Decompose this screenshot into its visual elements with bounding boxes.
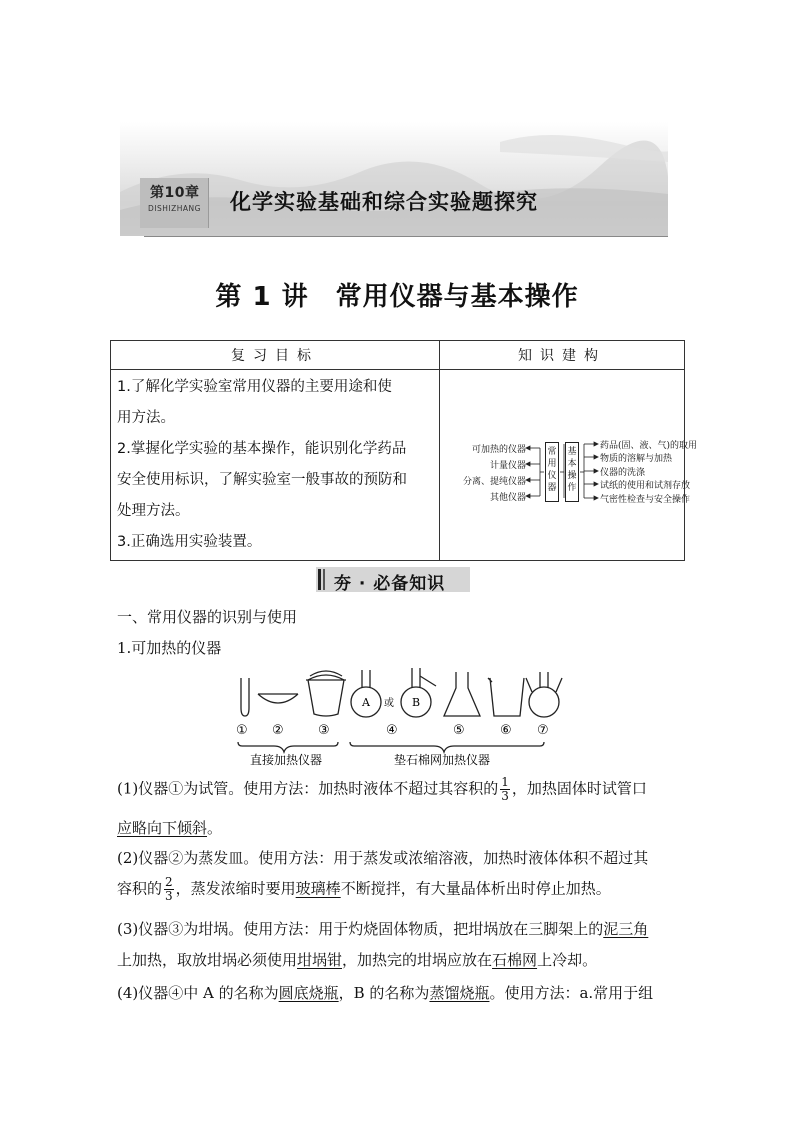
answer-underlined: 蒸馏烧瓶 [429,984,490,1002]
p4-text: (4)仪器④中 A 的名称为 [117,984,279,1002]
knowledge-cell [440,370,698,561]
km-left-item: 计量仪器 [489,461,526,471]
km-right-item: 物质的溶解与加热 [600,454,673,464]
goals-header: 复习目标 [111,341,440,370]
flask-b-label: B [412,696,421,709]
group-label-direct: 直接加热仪器 [250,753,323,767]
answer-underlined: 石棉网 [492,951,538,969]
heading-level1: 一、常用仪器的识别与使用 [117,608,298,626]
chapter-number: 第10章 [150,185,200,201]
km-right-item: 仪器的洗涤 [600,468,646,478]
goal-line: 处理方法。 [117,503,190,519]
review-table [110,340,698,561]
group-label-gauze: 垫石棉网加热仪器 [394,753,491,767]
section-heading [316,567,470,592]
knowledge-map-arrows [440,370,684,560]
p4-text: 。使用方法：a.常用于组 [489,984,654,1002]
answer-underlined: 玻璃棒 [295,879,341,898]
fraction-numerator: 2 [165,875,173,889]
paragraph-1-line-1 [117,776,647,803]
heading-bar [318,569,321,590]
p3-text: 上加热，取放坩埚必须使用 [117,951,298,969]
goal-line: 用方法。 [117,410,175,426]
answer-underlined: 泥三角 [603,920,649,938]
chapter-pinyin: DISHIZHANG [148,204,201,213]
apparatus-number: ② [272,723,284,738]
conical-flask-icon [444,672,480,716]
km-box-instruments: 常用仪器 [545,442,559,502]
km-left-item: 分离、提纯仪器 [462,477,526,487]
answer-underlined: 坩埚钳 [297,951,343,969]
knowledge-map [440,370,698,560]
p1-text: 。 [207,819,223,837]
km-box-operations: 基本操作 [565,442,579,502]
apparatus-number: ① [236,723,248,738]
test-tube-icon [241,678,249,716]
p1-text: (1)仪器①为试管。使用方法：加热时液体不超过其容积的 [117,779,499,798]
km-right-item: 气密性检查与安全操作 [600,495,691,505]
apparatus-figure [224,664,564,770]
chapter-title: 化学实验基础和综合实验题探究 [230,190,538,214]
fraction-denominator: 3 [165,889,173,903]
paragraph-4-line-1 [117,982,653,1003]
p3-text: (3)仪器③为坩埚。使用方法：用于灼烧固体物质，把坩埚放在三脚架上的 [117,920,604,938]
evaporating-dish-icon [258,694,298,703]
apparatus-number: ⑥ [500,723,512,738]
paragraph-3-line-1 [117,918,648,939]
apparatus-drawing [224,664,564,770]
goal-line: 安全使用标识，了解实验室一般事故的预防和 [117,472,407,488]
km-left-item: 其他仪器 [489,493,526,503]
paragraph-2-line-2 [117,876,611,903]
km-right-item: 试纸的使用和试剂存放 [600,481,691,491]
p2-text: 容积的 [117,879,163,898]
p2-text: 不断搅拌，有大量晶体析出时停止加热。 [340,879,611,898]
fraction-two-thirds [164,876,174,903]
answer-underlined: 圆底烧瓶 [278,984,339,1002]
km-right-item: 药品(固、液、气)的取用 [600,441,698,451]
apparatus-number: ③ [318,723,330,738]
paragraph-3-line-2 [117,949,597,970]
goal-line: 2.掌握化学实验的基本操作，能识别化学药品 [117,441,407,457]
paragraph-2-line-1: (2)仪器②为蒸发皿。使用方法：用于蒸发或浓缩溶液，加热时液体体积不超过其 [117,849,649,867]
beaker-icon [488,678,524,716]
fraction-numerator: 1 [501,775,509,789]
heading-level2: 1.可加热的仪器 [117,639,222,657]
lecture-title: 第 1 讲 常用仪器与基本操作 [215,282,579,312]
flask-a-label: A [362,696,370,709]
crucible-icon [306,675,346,716]
fraction-denominator: 3 [501,789,509,803]
fraction-one-third [500,776,510,803]
knowledge-header: 知识建构 [440,341,685,370]
p4-text: ，B 的名称为 [338,984,430,1002]
apparatus-number: ⑤ [453,723,465,738]
p1-text: ，加热固体时试管口 [511,779,647,798]
p2-text: ，蒸发浓缩时要用 [175,879,296,898]
heading-bar [323,569,325,590]
p3-text: ，加热完的坩埚应放在 [342,951,493,969]
goal-line: 1.了解化学实验室常用仪器的主要用途和使 [117,379,392,395]
paragraph-1-line-2 [117,817,222,838]
km-left-item: 可加热的仪器 [471,445,526,455]
apparatus-number: ⑦ [537,723,549,738]
apparatus-number: ④ [386,723,398,738]
p3-text: 上冷却。 [537,951,598,969]
section-heading-text: 夯 · 必备知识 [334,574,446,594]
goal-line: 3.正确选用实验装置。 [117,534,262,550]
banner-divider [144,236,668,237]
or-label: 或 [384,698,394,709]
answer-underlined: 应略向下倾斜 [117,819,208,837]
goals-cell [111,370,440,561]
three-neck-flask-icon [529,687,559,717]
